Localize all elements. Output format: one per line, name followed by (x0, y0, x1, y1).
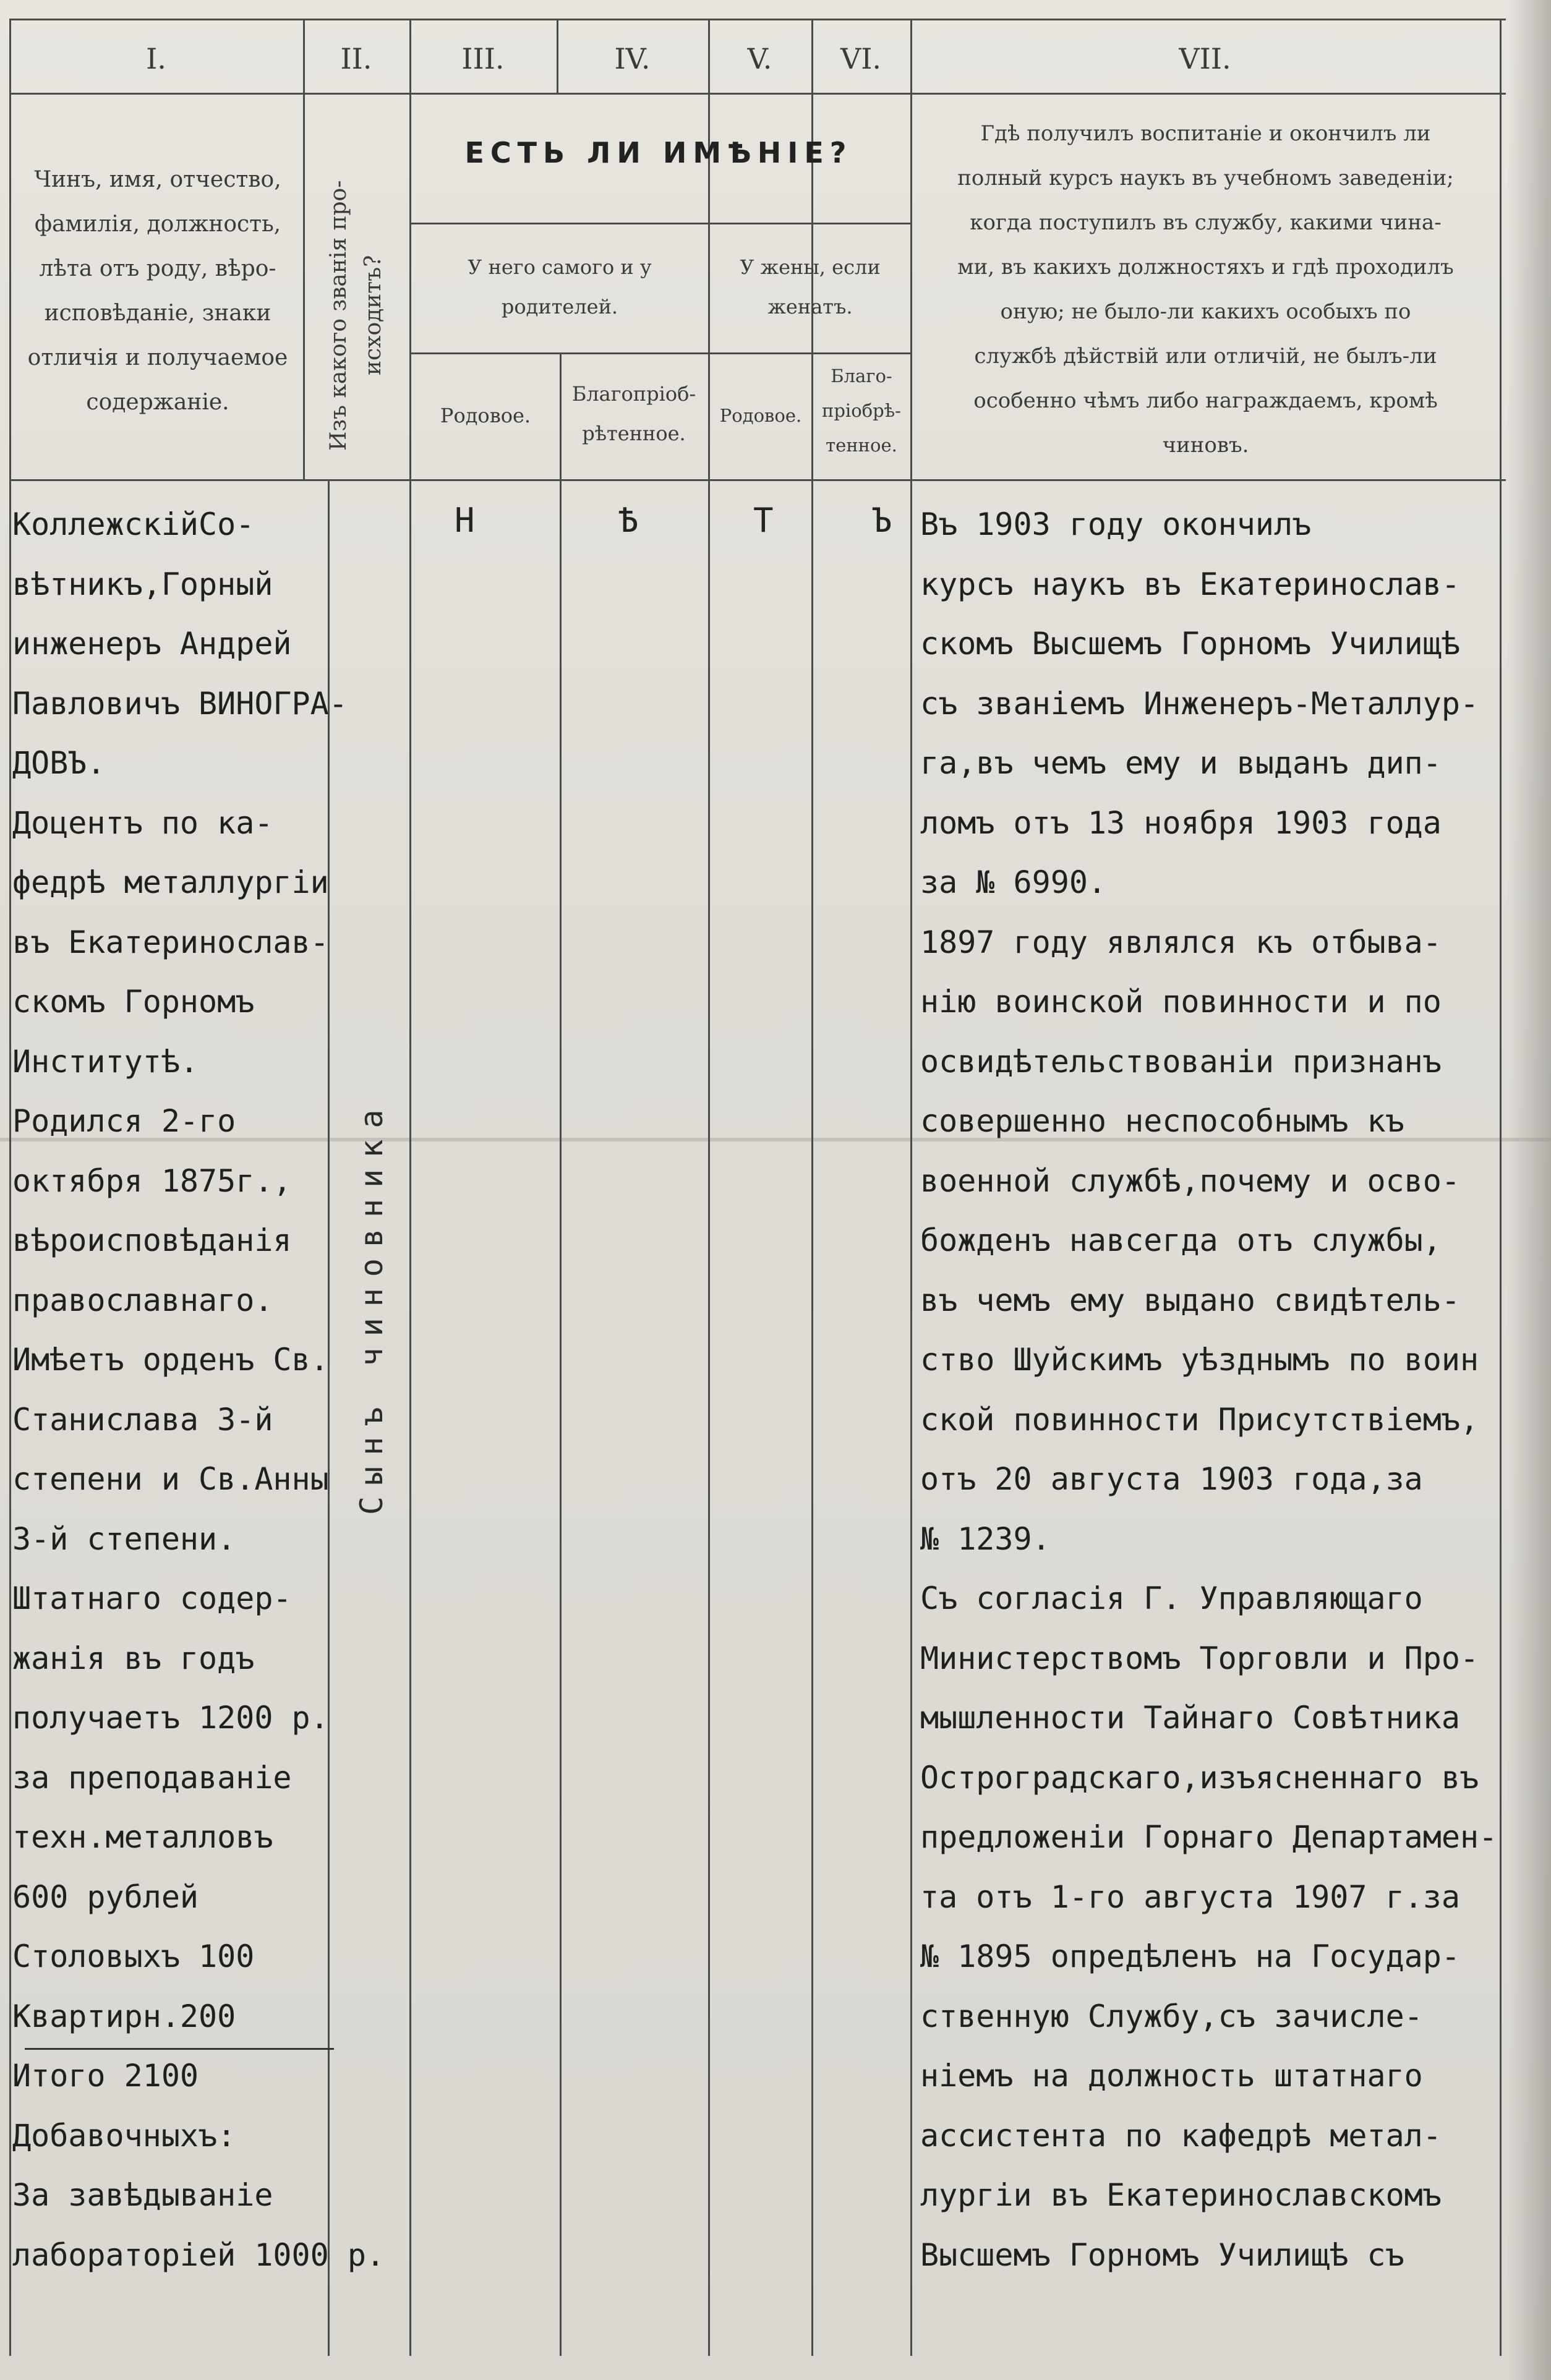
header-education-line: чиновъ. (1162, 433, 1249, 458)
text-line: лургіи въ Екатеринославскомъ (920, 2177, 1442, 2213)
numeral-row-border (9, 93, 1506, 95)
text-line: получаетъ 1200 р. (12, 1700, 329, 1736)
column-numeral-6: VI. (840, 42, 881, 75)
column-numeral-5: V. (747, 42, 772, 75)
text-line: Станислава 3-й (12, 1401, 273, 1438)
header-self-parents-line: У него самого и у (468, 255, 652, 279)
text-line: 1897 году являлся къ отбыва- (920, 924, 1442, 960)
text-line: отъ 20 августа 1903 года,за (920, 1461, 1423, 1497)
column-numeral-1: I. (146, 42, 166, 75)
text-line: въ Екатеринослав- (12, 924, 329, 960)
text-line: Квартирн.200 (12, 1998, 236, 2034)
text-line: военной службѣ,почему и осво- (920, 1162, 1460, 1199)
header-education-line: когда поступилъ въ службу, какими чина- (970, 210, 1442, 235)
origin-stamp: Сынъ чиновника (354, 1098, 390, 1515)
text-line: Высшемъ Горномъ Училищѣ съ (920, 2237, 1404, 2273)
text-line: ственную Службу,съ зачисле- (920, 1998, 1423, 2034)
estate-value-3: Т (753, 501, 774, 540)
text-line: Въ 1903 году окончилъ (920, 506, 1312, 542)
text-line: ской повинности Присутствіемъ, (920, 1401, 1479, 1438)
header-rank-line: исповѣданіе, знаки (44, 301, 271, 326)
text-line: № 1239. (920, 1521, 1051, 1557)
text-line: Столовыхъ 100 (12, 1939, 255, 1974)
col-divider-3b (560, 352, 562, 2356)
header-blagopriob-wife-line: пріобрѣ- (822, 400, 901, 421)
text-line: ДОВЪ. (12, 745, 106, 781)
header-blagopriob-line: Благопріоб- (571, 382, 696, 406)
column-numeral-2: II. (340, 42, 372, 75)
text-line: вѣроисповѣданія (12, 1222, 292, 1258)
header-bottom-border (9, 479, 1506, 481)
col-divider-4 (708, 19, 710, 2356)
text-line: Доцентъ по ка- (12, 804, 273, 841)
header-rank-name (15, 158, 300, 425)
header-blagopriob-wife-line: Благо- (831, 365, 892, 386)
header-education-line: оную; не было-ли какихъ особыхъ по (1000, 299, 1411, 324)
col-divider-6 (910, 19, 912, 2356)
header-wife-line: женатъ. (767, 295, 853, 318)
header-wife-line: У жены, если (740, 255, 881, 279)
text-line: Министерствомъ Торговли и Про- (920, 1640, 1479, 1676)
table-top-border (9, 19, 1506, 20)
text-line: степени и Св.Анны (12, 1461, 329, 1497)
text-line: вѣтникъ,Горный (12, 566, 273, 602)
header-education-line: особенно чѣмъ либо награждаемъ, кромѣ (973, 388, 1438, 413)
text-line: мышленности Тайнаго Совѣтника (920, 1700, 1460, 1736)
column-numeral-3: III. (461, 42, 505, 75)
header-rank-line: содержаніе. (86, 390, 229, 415)
header-rank-line: фамилія, должность, (34, 211, 281, 237)
text-line: курсъ наукъ въ Екатеринослав- (920, 566, 1460, 602)
column-numeral-7: VII. (1179, 42, 1231, 75)
entry-education-service-text (920, 495, 1539, 2285)
text-line: За завѣдываніе (12, 2177, 273, 2213)
header-blagopriob (560, 374, 708, 453)
text-line: Съ согласія Г. Управляющаго (920, 1580, 1423, 1616)
estate-value-4: Ъ (872, 501, 892, 540)
text-line: освидѣтельствованіи признанъ (920, 1043, 1442, 1080)
text-line: ломъ отъ 13 ноября 1903 года (920, 804, 1442, 841)
text-line: Остроградскаго,изъясненнаго въ (920, 1759, 1479, 1796)
header-self-parents-line: родителей. (501, 295, 618, 318)
text-line: ніемъ на должность штатнаго (920, 2058, 1423, 2094)
col-divider-1 (303, 19, 305, 479)
text-line: инженеръ Андрей (12, 626, 292, 662)
text-line: № 1895 опредѣленъ на Государ- (920, 1939, 1460, 1974)
text-line: жанія въ годъ (12, 1640, 255, 1676)
text-line: октября 1875г., (12, 1162, 292, 1199)
column-numeral-4: IV. (614, 42, 651, 75)
header-education-line: ми, въ какихъ должностяхъ и гдѣ проходилъ (957, 255, 1454, 279)
header-education-service (916, 111, 1495, 467)
text-line: скомъ Горномъ (12, 984, 255, 1020)
text-line: Имѣетъ орденъ Св. (12, 1342, 329, 1378)
text-line: 600 рублей (12, 1879, 199, 1915)
text-line: Павловичъ ВИНОГРА- (12, 685, 348, 722)
entry-rank-name-text (12, 495, 408, 2285)
text-line: та отъ 1-го августа 1907 г.за (920, 1879, 1460, 1915)
table-left-border (9, 19, 11, 2356)
header-rodovoe: Родовое. (440, 404, 531, 427)
text-line: Добавочныхъ: (12, 2117, 236, 2154)
header-blagopriob-wife (813, 359, 910, 463)
header-education-line: полный курсъ наукъ въ учебномъ заведеніи; (957, 166, 1454, 190)
header-estate-title: ЕСТЬ ЛИ ИМѢНІЕ? (464, 136, 853, 169)
header-blagopriob-wife-line: тенное. (826, 435, 897, 456)
estate-sub-border (409, 223, 910, 224)
text-line: съ званіемъ Инженеръ-Металлур- (920, 685, 1479, 722)
text-line: КоллежскійСо- (12, 506, 255, 542)
estate-sub-border-2 (409, 352, 910, 354)
text-line: Штатнаго содер- (12, 1580, 292, 1616)
text-line: федрѣ металлургіи (12, 864, 329, 900)
header-self-parents (414, 247, 705, 326)
text-line: техн.металловъ (12, 1819, 273, 1855)
text-line: ство Шуйскимъ уѣзднымъ по воин (920, 1342, 1479, 1378)
text-line: въ чемъ ему выдано свидѣтель- (920, 1282, 1460, 1318)
col-divider-2 (409, 19, 411, 2356)
text-line: православнаго. (12, 1282, 273, 1318)
text-line: ассистента по кафедрѣ метал- (920, 2117, 1442, 2154)
text-line: совершенно неспособнымъ къ (920, 1103, 1404, 1139)
text-line: предложеніи Горнаго Департамен- (920, 1819, 1498, 1855)
header-rank-line: отличія и получаемое (27, 345, 288, 370)
header-rodovoe-wife: Родовое. (719, 405, 802, 426)
estate-value-1: Н (455, 501, 475, 540)
text-line: за № 6990. (920, 864, 1107, 900)
text-line: Институтѣ. (12, 1043, 199, 1080)
header-education-line: службѣ дѣйствій или отличій, не былъ-ли (974, 344, 1437, 369)
text-line: 3-й степени. (12, 1521, 236, 1557)
header-wife (711, 247, 909, 326)
text-line: га,въ чемъ ему и выданъ дип- (920, 745, 1442, 781)
header-rank-line: лѣта отъ роду, вѣро- (39, 256, 276, 281)
text-line: лабораторіей 1000 р. (12, 2237, 385, 2273)
header-education-line: Гдѣ получилъ воспитаніе и окончилъ ли (980, 121, 1431, 146)
text-line: Итого 2100 (12, 2058, 199, 2094)
header-blagopriob-line: рѣтенное. (582, 422, 686, 445)
text-line: за преподаваніе (12, 1759, 292, 1796)
sum-underline (25, 2048, 334, 2050)
text-line: нію воинской повинности и по (920, 984, 1442, 1020)
header-origin: Изъ какого званія про-исходитъ? (326, 180, 386, 451)
text-line: божденъ навсегда отъ службы, (920, 1222, 1442, 1258)
header-rank-line: Чинъ, имя, отчество, (34, 167, 281, 192)
text-line: скомъ Высшемъ Горномъ Училищѣ (920, 626, 1460, 662)
estate-value-2: Ѣ (618, 501, 639, 540)
text-line: Родился 2-го (12, 1103, 236, 1139)
